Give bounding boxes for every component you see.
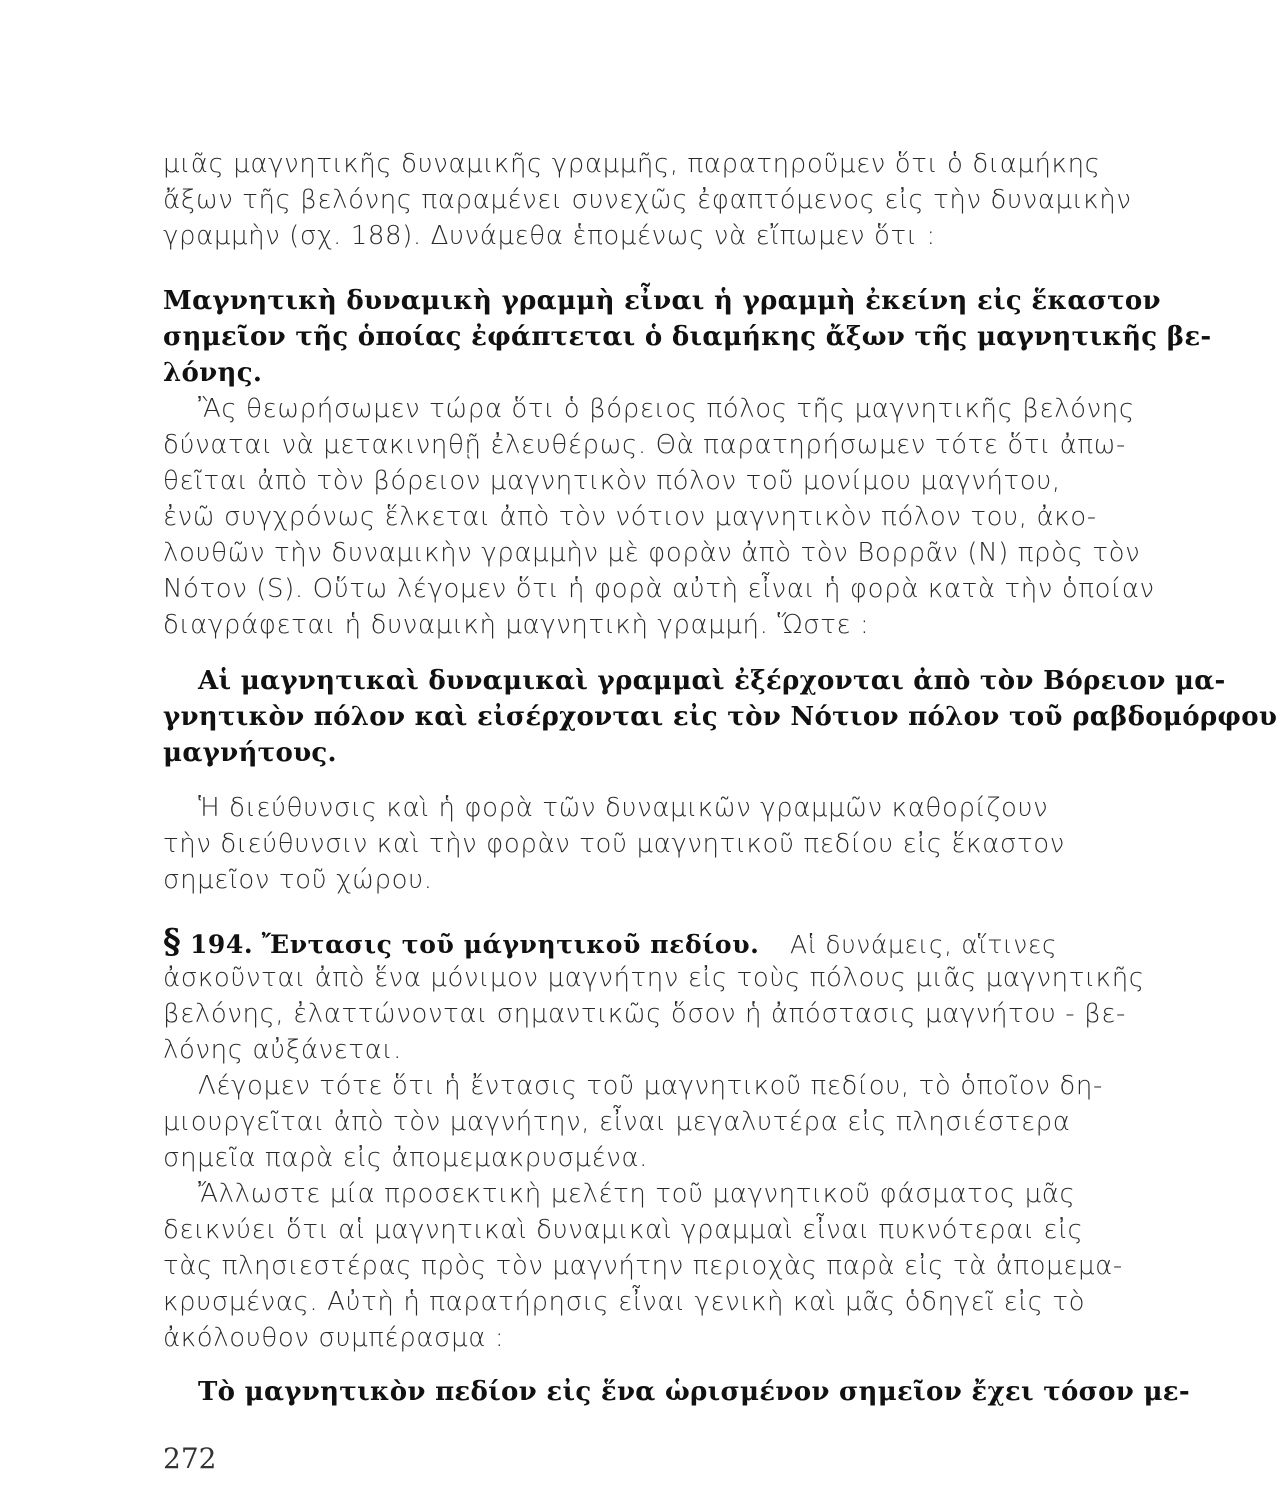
text-line: δεικνύει ὅτι αἱ μαγνητικαὶ δυναμικαὶ γραμμαὶ εἶναι πυκνότεραι εἰς (163, 1215, 1084, 1245)
text-line: τὴν διεύθυνσιν καὶ τὴν φορὰν τοῦ μαγνητικοῦ πεδίου εἰς ἕκαστον (163, 829, 1065, 859)
text-line: Ἂς θεωρήσωμεν τώρα ὅτι ὁ βόρειος πόλος τῆς μαγνητικῆς βελόνης (198, 394, 1135, 424)
definition-line: Αἱ μαγνητικαὶ δυναμικαὶ γραμμαὶ ἐξέρχονται ἀπὸ τὸν Βόρειον μα- (198, 666, 1226, 696)
text-line: Ἄλλωστε μία προσεκτικὴ μελέτη τοῦ μαγνητικοῦ φάσματος μᾶς (198, 1179, 1076, 1209)
text-line: ἀκόλουθον συμπέρασμα : (163, 1323, 505, 1353)
definition-line: μαγνήτους. (163, 738, 337, 768)
section-number: 194. (189, 930, 254, 959)
text-line: μιᾶς μαγνητικῆς δυναμικῆς γραμμῆς, παρατηροῦμεν ὅτι ὁ διαμήκης (163, 149, 1101, 179)
text-line: μιουργεῖται ἀπὸ τὸν μαγνήτην, εἶναι μεγαλυτέρα εἰς πλησιέστερα (163, 1107, 1071, 1137)
text-line: Λέγομεν τότε ὅτι ἡ ἔντασις τοῦ μαγνητικοῦ πεδίου, τὸ ὁποῖον δη- (198, 1071, 1103, 1101)
text-line: γραμμὴν (σχ. 188). Δυνάμεθα ἑπομένως νὰ εἴπωμεν ὅτι : (163, 221, 936, 251)
text-line: ἐνῶ συγχρόνως ἕλκεται ἀπὸ τὸν νότιον μαγνητικὸν πόλον του, ἀκο- (163, 502, 1097, 532)
text-line: θεῖται ἀπὸ τὸν βόρειον μαγνητικὸν πόλον τοῦ μονίμου μαγνήτου, (163, 466, 1061, 496)
definition-line: γνητικὸν πόλον καὶ εἰσέρχονται εἰς τὸν Νότιον πόλον τοῦ ραβδομόρφου (163, 702, 1277, 732)
page-number: 272 (163, 1442, 217, 1475)
text-line: ἄξων τῆς βελόνης παραμένει συνεχῶς ἐφαπτόμενος εἰς τὴν δυναμικὴν (163, 185, 1132, 215)
text-line: βελόνης, ἐλαττώνονται σημαντικῶς ὅσον ἡ ἀπόστασις μαγνήτου - βε- (163, 999, 1126, 1029)
text-line: λουθῶν τὴν δυναμικὴν γραμμὴν μὲ φορὰν ἀπὸ τὸν Βορρᾶν (Ν) πρὸς τὸν (163, 538, 1141, 568)
definition-line: Τὸ μαγνητικὸν πεδίον εἰς ἕνα ὡρισμένον σημεῖον ἔχει τόσον με- (198, 1377, 1190, 1407)
definition-line: Μαγνητικὴ δυναμικὴ γραμμὴ εἶναι ἡ γραμμὴ ἐκείνη εἰς ἕκαστον (163, 286, 1161, 316)
text-line: σημεῖον τοῦ χώρου. (163, 865, 433, 895)
text-line: διαγράφεται ἡ δυναμικὴ μαγνητικὴ γραμμή. Ὥστε : (163, 610, 870, 640)
text-line: τὰς πλησιεστέρας πρὸς τὸν μαγνήτην περιοχὰς παρὰ εἰς τὰ ἀπομεμα- (163, 1251, 1123, 1281)
text-line: σημεῖα παρὰ εἰς ἀπομεμακρυσμένα. (163, 1143, 648, 1173)
text-line: ἀσκοῦνται ἀπὸ ἕνα μόνιμον μαγνήτην εἰς τοὺς πόλους μιᾶς μαγνητικῆς (163, 963, 1145, 993)
section-title: Ἔντασις τοῦ μάγνητικοῦ πεδίου. (261, 930, 760, 959)
section-text-start: Αἱ δυνάμεις, αἵτινες (790, 930, 1058, 959)
section-heading (163, 922, 1058, 962)
text-line: Νότον (S). Οὕτω λέγομεν ὅτι ἡ φορὰ αὐτὴ εἶναι ἡ φορὰ κατὰ τὴν ὁποίαν (163, 574, 1155, 604)
definition-line: σημεῖον τῆς ὁποίας ἐφάπτεται ὁ διαμήκης ἄξων τῆς μαγνητικῆς βε- (163, 322, 1212, 352)
text-line: κρυσμένας. Αὐτὴ ἡ παρατήρησις εἶναι γενικὴ καὶ μᾶς ὁδηγεῖ εἰς τὸ (163, 1287, 1086, 1317)
text-line: Ἡ διεύθυνσις καὶ ἡ φορὰ τῶν δυναμικῶν γραμμῶν καθορίζουν (198, 793, 1049, 823)
text-line: δύναται νὰ μετακινηθῇ ἐλευθέρως. Θὰ παρατηρήσωμεν τότε ὅτι ἀπω- (163, 430, 1126, 460)
definition-line: λόνης. (163, 358, 263, 388)
section-symbol: § (163, 922, 182, 962)
text-line: λόνης αὐξάνεται. (163, 1035, 402, 1065)
